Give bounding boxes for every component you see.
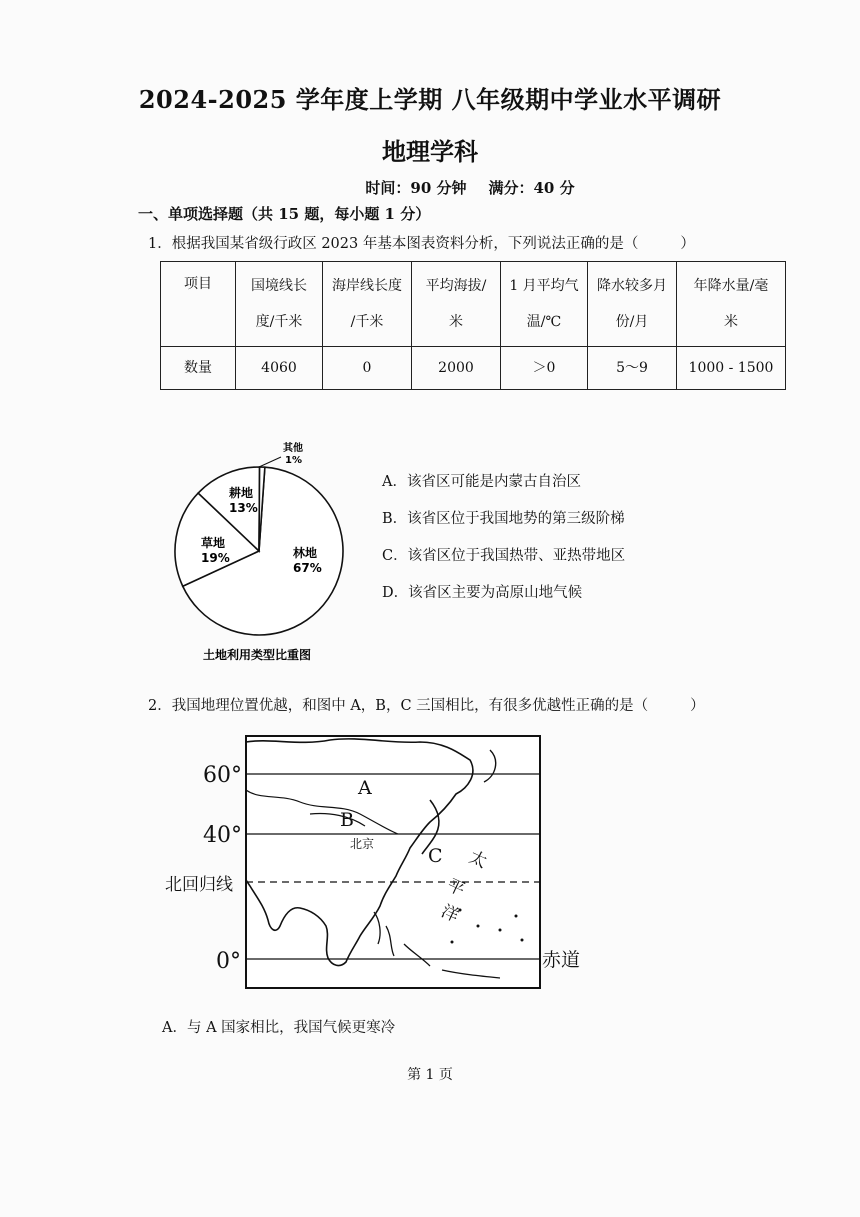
province-data-table	[160, 261, 786, 390]
q1-option-b[interactable]: B．该省区位于我国地势的第三级阶梯	[382, 511, 625, 527]
table-header-cell: 国境线长 度/千米	[236, 262, 323, 347]
question-2-stem: 2．我国地理位置优越，和图中 A，B，C 三国相比，有很多优越性正确的是（ ）	[148, 698, 705, 714]
pie-category-label: 草地	[201, 536, 226, 550]
table-cell: 1000 - 1500	[677, 347, 786, 390]
ocean-label-1: 太	[465, 847, 490, 873]
lat-label-tropic: 北回归线	[165, 875, 233, 895]
country-label-c: C	[428, 845, 443, 867]
table-cell: 5～9	[588, 347, 677, 390]
island-dot	[451, 941, 454, 944]
q1-option-a[interactable]: A．该省区可能是内蒙古自治区	[382, 474, 581, 490]
subject-title: 地理学科	[382, 137, 478, 166]
pie-value-label: 1%	[285, 455, 302, 466]
pie-category-label: 其他	[283, 443, 303, 454]
pie-title: 土地利用类型比重图	[203, 648, 312, 662]
lat-label-40: 40°	[203, 823, 242, 848]
table-header-cell: 平均海拔/ 米	[412, 262, 501, 347]
island-dot	[499, 929, 502, 932]
table-cell: 2000	[412, 347, 501, 390]
island-dot	[477, 925, 480, 928]
asia-map-svg	[160, 730, 600, 1000]
lat-label-60: 60°	[203, 763, 242, 788]
page-number: 第 1 页	[407, 1067, 453, 1083]
table-cell: ＞0	[501, 347, 588, 390]
table-row-label: 数量	[161, 347, 236, 390]
exam-info	[0, 177, 860, 198]
table-cell: 4060	[236, 347, 323, 390]
exam-score: 满分：40 分	[488, 179, 575, 197]
exam-title: 2024-2025 学年度上学期 八年级期中学业水平调研	[138, 85, 722, 114]
lat-label-0: 0°	[216, 949, 241, 974]
country-label-b: B	[340, 809, 354, 831]
pie-value-label: 19%	[201, 551, 230, 565]
ocean-label-2: 平	[443, 875, 468, 901]
pie-svg	[163, 433, 353, 668]
table-header-cell: 1 月平均气 温/℃	[501, 262, 588, 347]
table-row	[161, 347, 786, 390]
asia-map-figure	[160, 730, 600, 1000]
table-header-cell: 年降水量/毫 米	[677, 262, 786, 347]
pie-category-label: 耕地	[229, 486, 254, 500]
land-use-pie-chart	[163, 433, 353, 668]
pie-value-label: 67%	[293, 561, 322, 575]
island-dot	[515, 915, 518, 918]
country-label-a: A	[358, 777, 372, 799]
pie-leader-line	[259, 457, 281, 467]
exam-time: 时间：90 分钟	[365, 179, 467, 197]
table-header-cell: 海岸线长度 /千米	[323, 262, 412, 347]
section-heading: 一、单项选择题（共 15 题，每小题 1 分）	[138, 205, 431, 223]
table-cell: 0	[323, 347, 412, 390]
q1-option-d[interactable]: D．该省区主要为高原山地气候	[382, 585, 583, 601]
table-header-cell: 项目	[161, 262, 236, 347]
pie-category-label: 林地	[293, 546, 318, 560]
question-1-stem: 1．根据我国某省级行政区 2023 年基本图表资料分析，下列说法正确的是（ ）	[148, 236, 695, 252]
equator-label: 赤道	[542, 949, 581, 971]
table-header-cell: 降水较多月 份/月	[588, 262, 677, 347]
q2-option-a[interactable]: A．与 A 国家相比，我国气候更寒冷	[162, 1020, 396, 1036]
ocean-label-3: 洋	[437, 901, 462, 927]
city-label-beijing: 北京	[350, 837, 375, 851]
table-header-row	[161, 262, 786, 347]
island-dot	[521, 939, 524, 942]
pie-value-label: 13%	[229, 501, 258, 515]
q1-option-c[interactable]: C．该省区位于我国热带、亚热带地区	[382, 548, 626, 564]
